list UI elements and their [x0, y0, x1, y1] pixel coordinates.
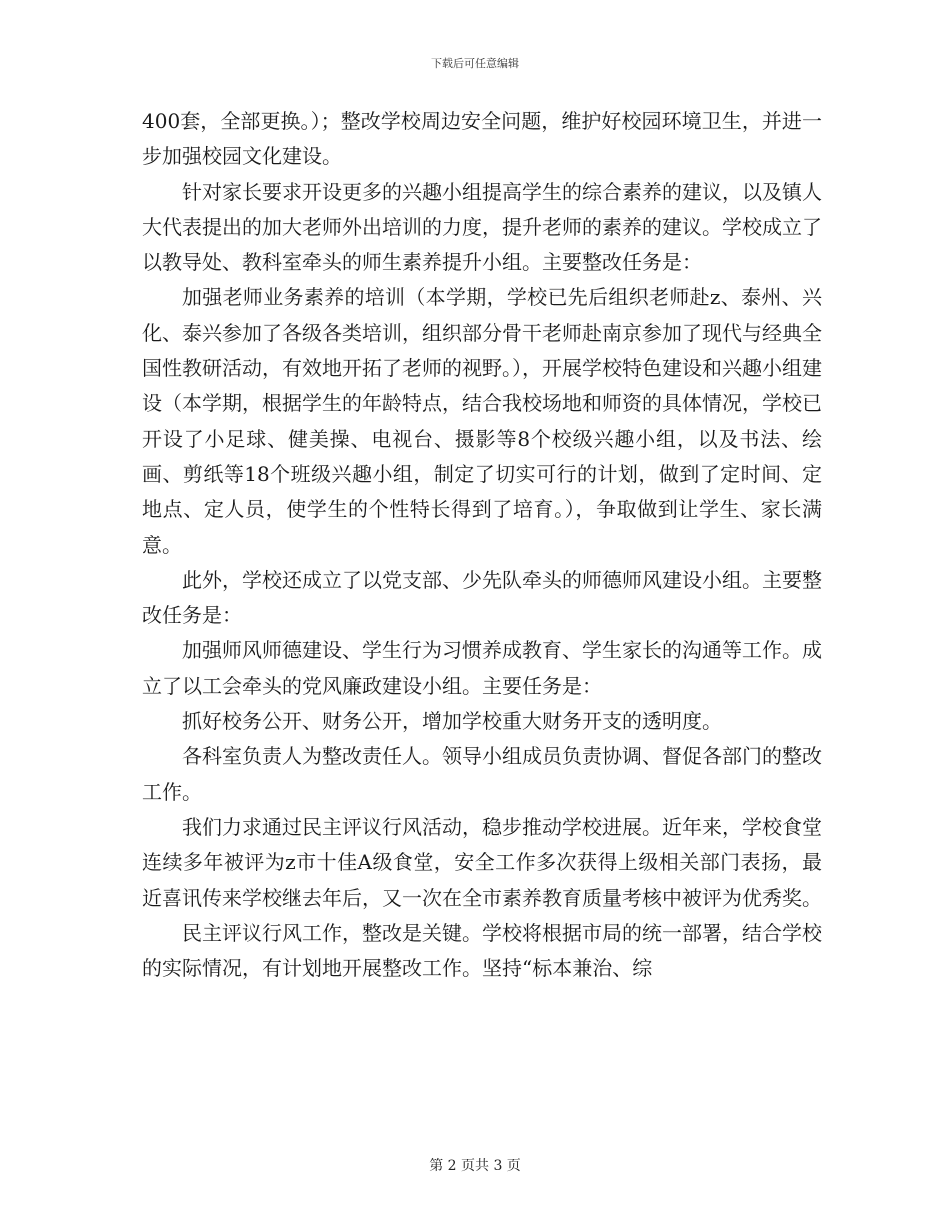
paragraph-5: 加强师风师德建设、学生行为习惯养成教育、学生家长的沟通等工作。成立了以工会牵头的党风廉政建设小组。主要任务是： — [142, 638, 822, 698]
paragraph-9: 民主评议行风工作，整改是关键。学校将根据市局的统一部署，结合学校的实际情况，有计划地开展整改工作。坚持“标本兼治、综 — [142, 920, 822, 981]
paragraph-1: 400套，全部更换。）；整改学校周边安全问题，维护好校园环境卫生，并进一步加强校园文化建设。 — [142, 109, 822, 169]
document-body — [142, 104, 822, 986]
paragraph-7: 各科室负责人为整改责任人。领导小组成员负责协调、督促各部门的整改工作。 — [142, 744, 822, 804]
page-header: 下载后可任意编辑 — [431, 57, 519, 70]
paragraph-2: 针对家长要求开设更多的兴趣小组提高学生的综合素养的建议，以及镇人大代表提出的加大老师外出培训的力度，提升老师的素养的建议。学校成立了以教导处、教科室牵头的师生素养提升小组。主要整改任务是： — [142, 179, 822, 275]
page-number: 第 2 页共 3 页 — [429, 1158, 521, 1174]
paragraph-3: 加强老师业务素养的培训（本学期，学校已先后组织老师赴z、泰州、兴化、泰兴参加了各级各类培训，组织部分骨干老师赴南京参加了现代与经典全国性教研活动，有效地开拓了老师的视野。），开展学校特色建设和兴趣小组建设（本学期，根据学生的年龄特点，结合我校场地和师资的具体情况，学校已开设了小足球、健美操、电视台、摄影等8个校级兴趣小组，以及书法、绘画、剪纸等18个班级兴趣小组，制定了切实可行的计划，做到了定时间、定地点、定人员，使学生的个性特长得到了培育。），争取做到让学生、家长满意。 — [142, 285, 822, 557]
paragraph-4: 此外，学校还成立了以党支部、少先队牵头的师德师风建设小组。主要整改任务是： — [142, 567, 822, 628]
paragraph-6: 抓好校务公开、财务公开，增加学校重大财务开支的透明度。 — [182, 709, 722, 734]
paragraph-8: 我们力求通过民主评议行风活动，稳步推动学校进展。近年来，学校食堂连续多年被评为z市十佳A级食堂，安全工作多次获得上级相关部门表扬，最近喜讯传来学校继去年后，又一次在全市素养教育质量考核中被评为优秀奖。 — [142, 814, 822, 910]
